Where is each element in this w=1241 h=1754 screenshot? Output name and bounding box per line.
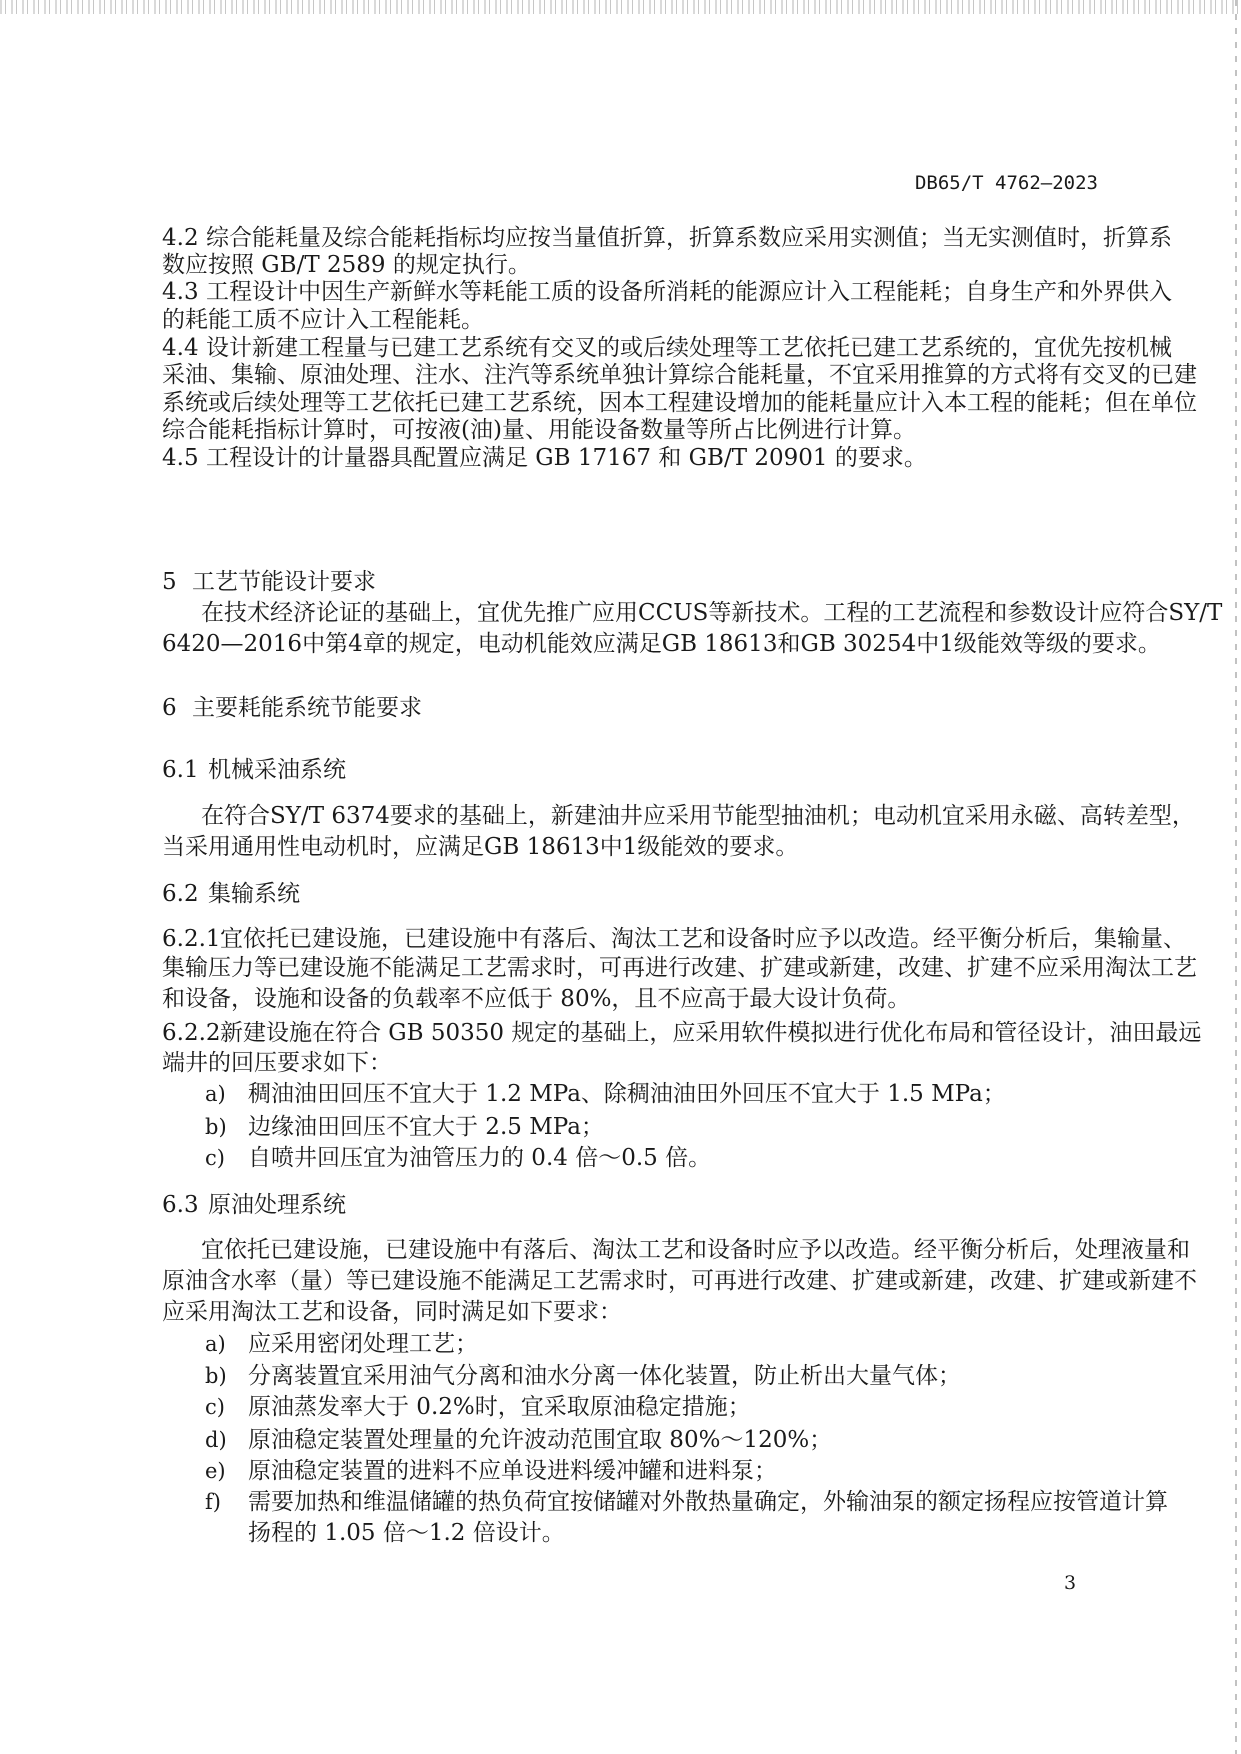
document-code: DB65/T 4762—2023 <box>914 172 1098 194</box>
clause-number: 6.2.1 <box>162 926 221 952</box>
section-5-line: 6420—2016中第4章的规定，电动机能效应满足GB 18613和GB 30254中1级能效等级的要求。 <box>162 631 1161 657</box>
scan-edge <box>1235 0 1237 1754</box>
list-text: 分离装置宜采用油气分离和油水分离一体化装置，防止析出大量气体； <box>248 1363 961 1389</box>
clause-4-5-line <box>162 445 1098 472</box>
section-5-line: 在技术经济论证的基础上，宜优先推广应用CCUS等新技术。工程的工艺流程和参数设计应符合SY/T <box>201 600 1223 626</box>
list-label: b) <box>205 1364 227 1388</box>
section-6-heading <box>162 695 422 722</box>
section-number: 6.2 <box>162 881 199 907</box>
clause-4-4-line: 采油、集输、原油处理、注水、注汽等系统单独计算综合能耗量，不宜采用推算的方式将有交叉的已建 <box>162 362 1197 388</box>
list-text: 原油稳定装置的进料不应单设进料缓冲罐和进料泵； <box>248 1458 777 1484</box>
subsection-6-3-line: 宜依托已建设施，已建设施中有落后、淘汰工艺和设备时应予以改造。经平衡分析后，处理液量和 <box>201 1237 1190 1263</box>
clause-6-2-2-line: 端井的回压要求如下： <box>162 1050 392 1076</box>
section-5-heading <box>162 569 376 596</box>
subsection-6-2-heading <box>162 881 300 908</box>
section-title: 主要耗能系统节能要求 <box>192 695 422 721</box>
clause-text: 工程设计的计量器具配置应满足 GB 17167 和 GB/T 20901 的要求。 <box>206 445 927 471</box>
section-title: 集输系统 <box>208 881 300 907</box>
section-title: 工艺节能设计要求 <box>192 569 376 595</box>
list-text: 稠油油田回压不宜大于 1.2 MPa、除稠油油田外回压不宜大于 1.5 MPa； <box>248 1081 1006 1107</box>
clause-6-2-2-line <box>162 1020 1202 1047</box>
clause-6-2-1-line: 集输压力等已建设施不能满足工艺需求时，可再进行改建、扩建或新建，改建、扩建不应采用淘汰工艺 <box>162 955 1197 981</box>
clause-6-2-1-line <box>162 926 1186 953</box>
subsection-6-3-line: 原油含水率（量）等已建设施不能满足工艺需求时，可再进行改建、扩建或新建，改建、扩建或新建不 <box>162 1268 1197 1294</box>
clause-6-2-1-line: 和设备，设施和设备的负载率不应低于 80%，且不应高于最大设计负荷。 <box>162 986 911 1012</box>
clause-4-3-line: 的耗能工质不应计入工程能耗。 <box>162 307 484 333</box>
clause-number: 4.3 <box>162 279 199 305</box>
section-number: 6 <box>162 695 177 721</box>
clause-4-3-line <box>162 279 1172 306</box>
clause-4-4-line: 系统或后续处理等工艺依托已建工艺系统，因本工程建设增加的能耗量应计入本工程的能耗；但在单位 <box>162 390 1197 416</box>
list-text: 应采用密闭处理工艺； <box>248 1331 478 1357</box>
list-text: 原油稳定装置处理量的允许波动范围宜取 80%～120%； <box>248 1427 833 1453</box>
list-text: 边缘油田回压不宜大于 2.5 MPa； <box>248 1114 604 1140</box>
clause-number: 4.2 <box>162 225 199 251</box>
section-number: 6.3 <box>162 1192 199 1218</box>
section-number: 6.1 <box>162 757 199 783</box>
clause-number: 4.5 <box>162 445 199 471</box>
list-label: f) <box>205 1490 221 1514</box>
section-number: 5 <box>162 569 177 595</box>
clause-4-2-line: 数应按照 GB/T 2589 的规定执行。 <box>162 252 531 278</box>
section-title: 原油处理系统 <box>208 1192 346 1218</box>
list-label: b) <box>205 1115 227 1139</box>
clause-text: 综合能耗量及综合能耗指标均应按当量值折算，折算系数应采用实测值；当无实测值时，折算系 <box>206 225 1172 251</box>
list-label: a) <box>205 1332 226 1356</box>
section-title: 机械采油系统 <box>208 757 346 783</box>
list-text: 自喷井回压宜为油管压力的 0.4 倍～0.5 倍。 <box>248 1145 712 1171</box>
clause-text: 宜依托已建设施，已建设施中有落后、淘汰工艺和设备时应予以改造。经平衡分析后，集输量、 <box>220 926 1186 952</box>
page-number: 3 <box>1064 1572 1077 1594</box>
subsection-6-1-line: 在符合SY/T 6374要求的基础上，新建油井应采用节能型抽油机；电动机宜采用永磁、高转差型， <box>201 803 1195 829</box>
clause-text: 新建设施在符合 GB 50350 规定的基础上，应采用软件模拟进行优化布局和管径设计，油田最远 <box>220 1020 1202 1046</box>
list-label: a) <box>205 1082 226 1106</box>
subsection-6-1-line: 当采用通用性电动机时，应满足GB 18613中1级能效的要求。 <box>162 834 799 860</box>
clause-4-2-line <box>162 225 1172 252</box>
scan-noise-band <box>0 0 1241 14</box>
list-label: c) <box>205 1146 225 1170</box>
list-text: 需要加热和维温储罐的热负荷宜按储罐对外散热量确定，外输油泵的额定扬程应按管道计算 <box>248 1489 1168 1515</box>
clause-4-4-line: 综合能耗指标计算时，可按液(油)量、用能设备数量等所占比例进行计算。 <box>162 417 916 443</box>
clause-text: 设计新建工程量与已建工艺系统有交叉的或后续处理等工艺依托已建工艺系统的，宜优先按机械 <box>206 335 1172 361</box>
clause-4-4-line <box>162 335 1172 362</box>
list-text: 扬程的 1.05 倍～1.2 倍设计。 <box>248 1520 565 1546</box>
subsection-6-3-line: 应采用淘汰工艺和设备，同时满足如下要求： <box>162 1299 622 1325</box>
clause-number: 4.4 <box>162 335 199 361</box>
list-label: d) <box>205 1428 227 1452</box>
list-label: c) <box>205 1395 225 1419</box>
subsection-6-3-heading <box>162 1192 346 1219</box>
clause-text: 工程设计中因生产新鲜水等耗能工质的设备所消耗的能源应计入工程能耗；自身生产和外界供入 <box>206 279 1172 305</box>
clause-number: 6.2.2 <box>162 1020 221 1046</box>
list-label: e) <box>205 1459 226 1483</box>
subsection-6-1-heading <box>162 757 346 784</box>
list-text: 原油蒸发率大于 0.2%时，宜采取原油稳定措施； <box>248 1394 751 1420</box>
